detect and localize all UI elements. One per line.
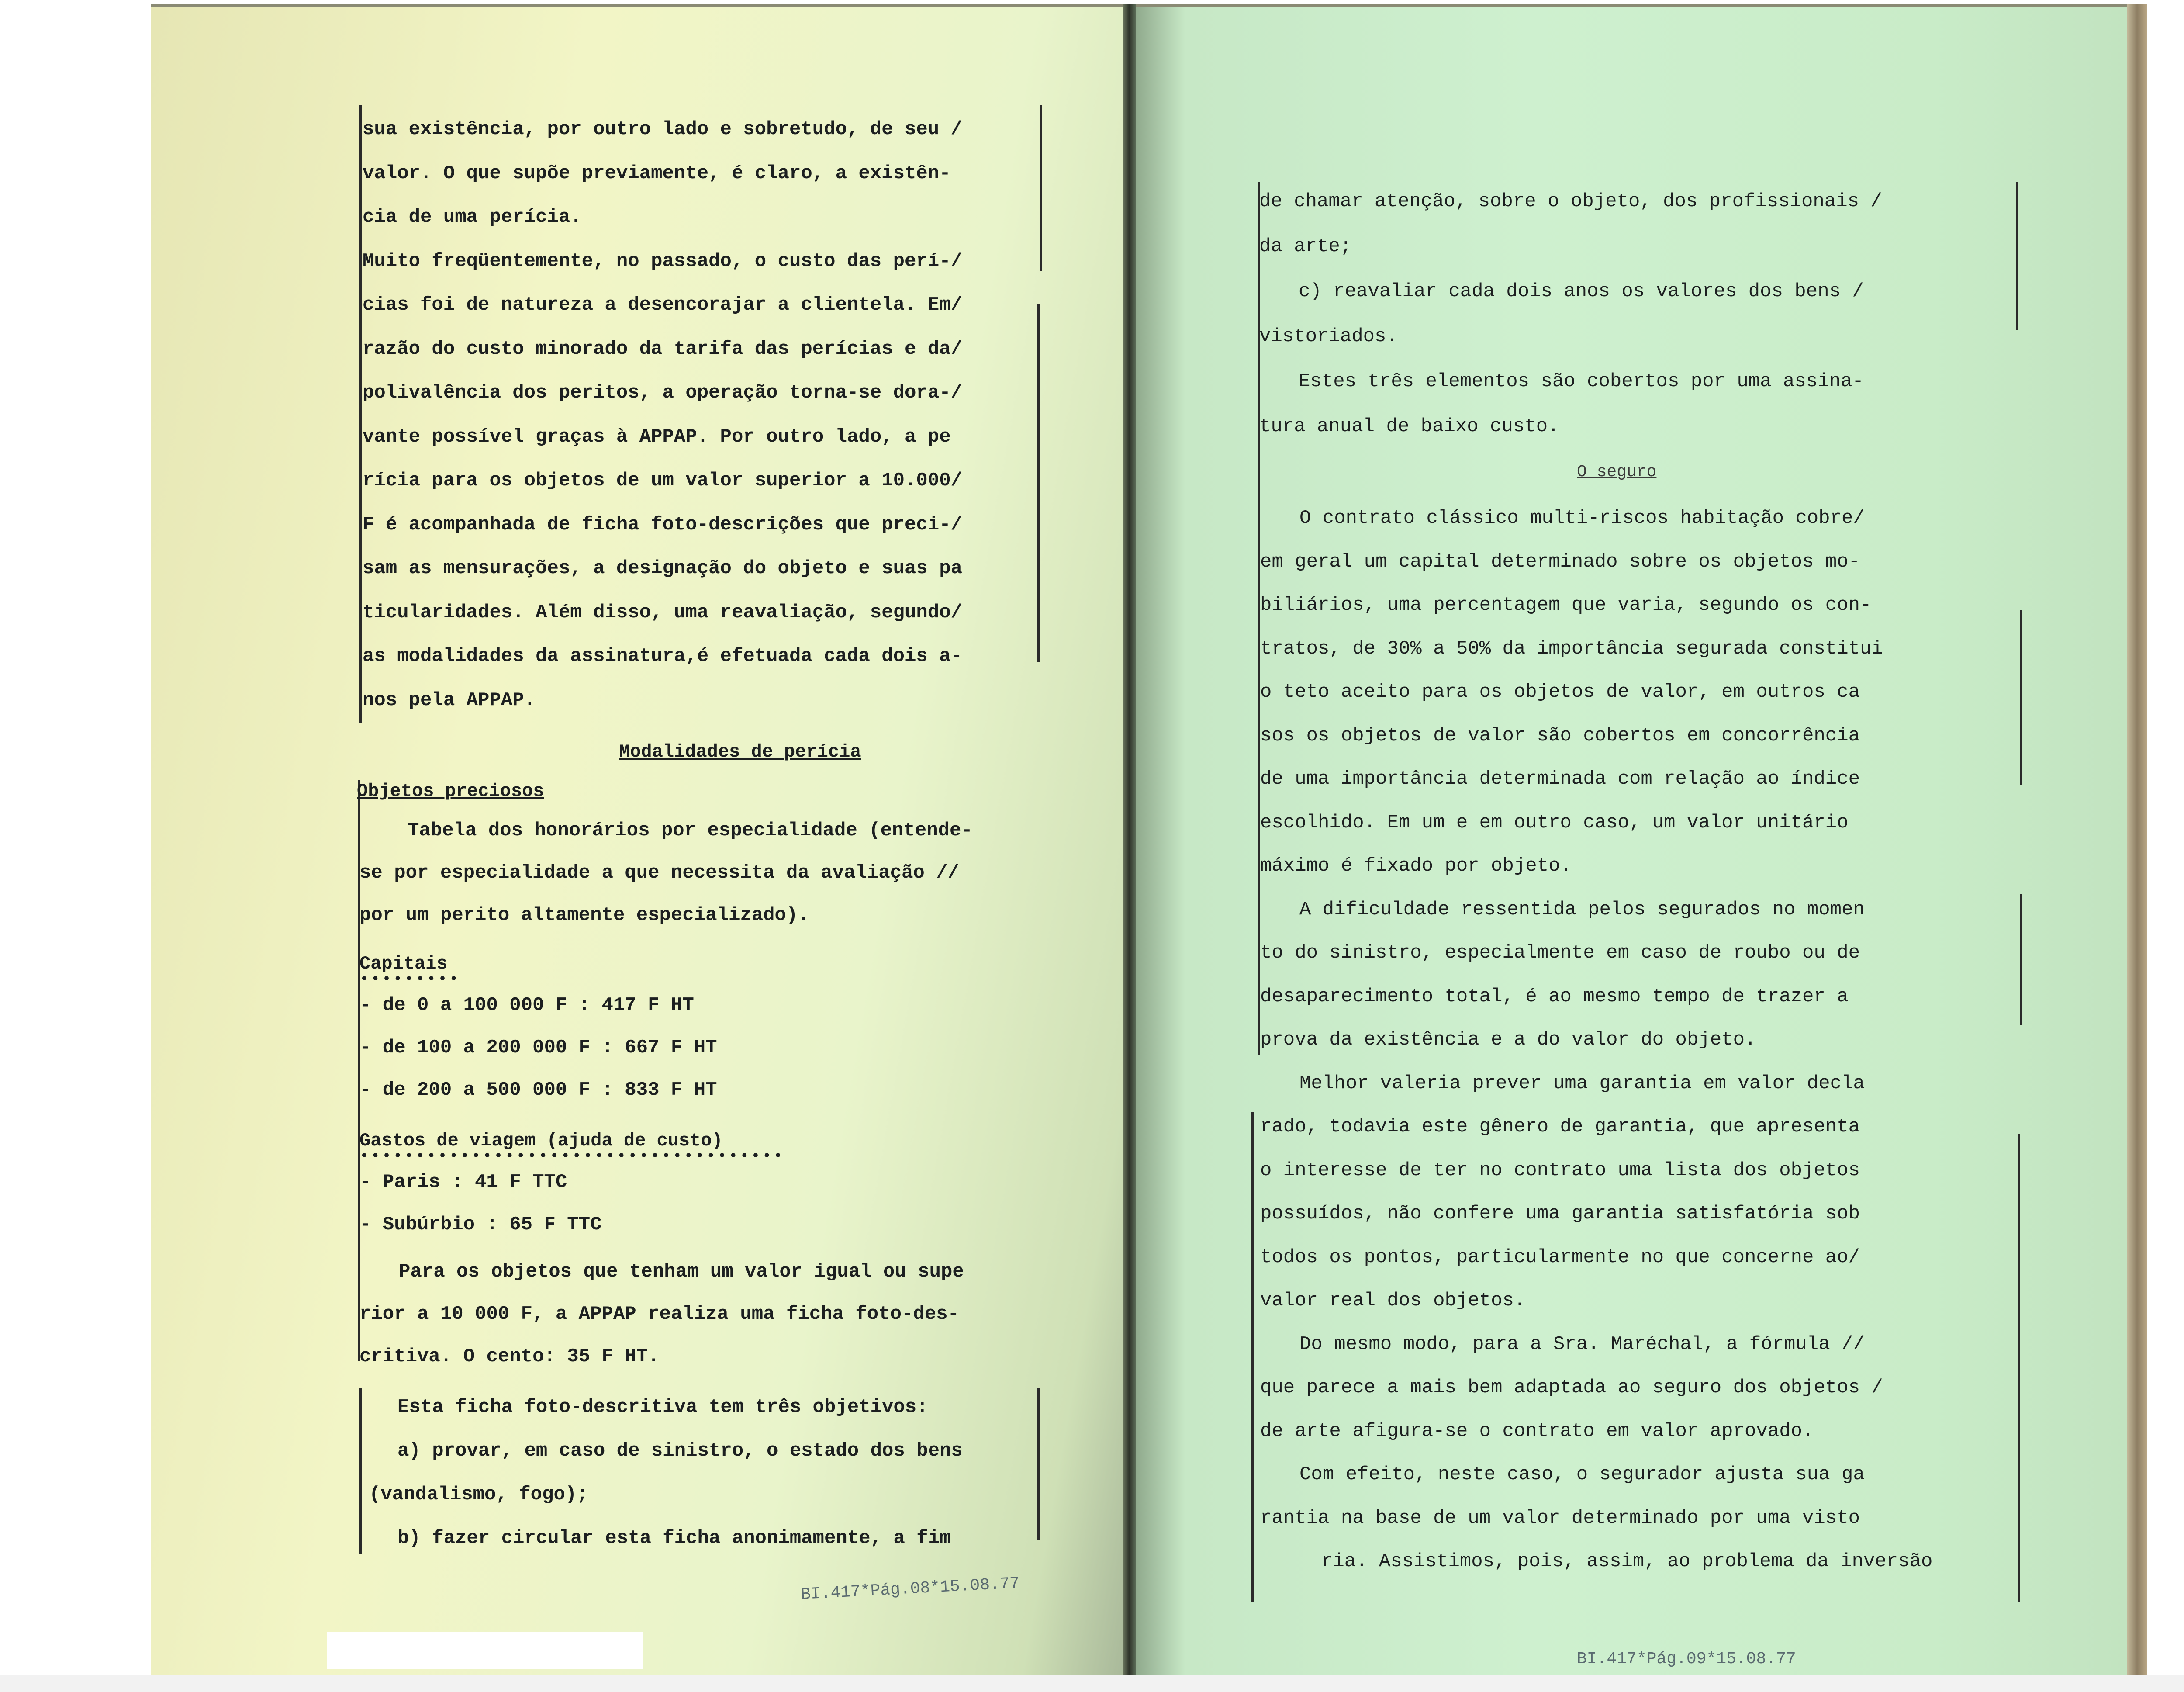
right-text-line: o interesse de ter no contrato uma lista dos objetos <box>1260 1159 1860 1181</box>
box-text-line: (vandalismo, fogo); <box>369 1484 588 1505</box>
margin-bar <box>359 105 362 723</box>
right-text-line: biliários, uma percentagem que varia, segundo os con- <box>1260 594 1872 616</box>
capitais-row: - de 200 a 500 000 F : 833 F HT <box>359 1079 717 1101</box>
left-text-line: ticularidades. Além disso, uma reavaliação, segundo/ <box>363 601 963 623</box>
box-bar-right <box>1037 1388 1040 1540</box>
right-text-line: de uma importância determinada com relação ao índice <box>1260 768 1860 790</box>
right-text-line: Melhor valeria prever uma garantia em valor decla <box>1299 1072 1865 1094</box>
margin-bar <box>1251 1112 1254 1602</box>
margin-bar <box>2018 1134 2020 1602</box>
left-text-line: por um perito altamente especializado). <box>359 904 809 926</box>
margin-bar <box>2020 894 2022 1025</box>
dotted-underline: ••••••••• <box>359 970 460 988</box>
capitais-row: - de 0 a 100 000 F : 417 F HT <box>359 994 694 1016</box>
book-gutter <box>1123 4 1136 1675</box>
left-text-line: as modalidades da assinatura,é efetuada cada dois a- <box>363 645 963 667</box>
page-footer: BI.417*Pág.08*15.08.77 <box>800 1574 1020 1605</box>
right-text-line: rantia na base de um valor determinado por uma visto <box>1260 1507 1860 1529</box>
gastos-row: - Subúrbio : 65 F TTC <box>359 1214 602 1235</box>
open-book <box>151 4 2147 1675</box>
left-text-line: razão do custo minorado da tarifa das perícias e da/ <box>363 338 963 360</box>
left-text-line: polivalência dos peritos, a operação torna-se dora-/ <box>363 382 963 404</box>
right-text-line: Estes três elementos são cobertos por uma assina- <box>1299 370 1864 392</box>
right-text-line: O contrato clássico multi-riscos habitação cobre/ <box>1299 507 1865 529</box>
left-text-line: F é acompanhada de ficha foto-descrições que preci-/ <box>363 513 963 536</box>
box-text-line: Esta ficha foto-descritiva tem três objetivos: <box>397 1396 928 1418</box>
dotted-underline: •••••••••••••••••••••••••••••••••••••• <box>359 1147 784 1165</box>
right-text-line: em geral um capital determinado sobre os objetos mo- <box>1260 550 1860 573</box>
right-text-line: máximo é fixado por objeto. <box>1260 855 1572 877</box>
left-text-line: valor. O que supõe previamente, é claro, a existên- <box>363 162 951 184</box>
right-text-line: vistoriados. <box>1259 325 1398 347</box>
book-edge <box>2127 4 2147 1675</box>
right-text-line: escolhido. Em um e em outro caso, um valor unitário <box>1260 811 1849 834</box>
left-text-line: rícia para os objetos de um valor superior a 10.000/ <box>363 470 963 491</box>
right-text-line: sos os objetos de valor são cobertos em concorrência <box>1260 724 1860 747</box>
right-text-line: ria. Assistimos, pois, assim, ao problema da inversão <box>1321 1550 1933 1572</box>
redaction-box <box>327 1632 643 1669</box>
left-page <box>151 4 1123 1678</box>
section-heading: O seguro <box>1577 463 1657 481</box>
left-text-line: vante possível graças à APPAP. Por outro lado, a pe <box>363 426 951 448</box>
left-text-line: Para os objetos que tenham um valor igual ou supe <box>399 1261 964 1283</box>
margin-bar <box>1040 105 1042 271</box>
right-text-line: todos os pontos, particularmente no que concerne ao/ <box>1260 1246 1860 1268</box>
box-text-line: b) fazer circular esta ficha anonimamente, a fim <box>397 1527 951 1549</box>
left-text-line: critiva. O cento: 35 F HT. <box>359 1346 660 1367</box>
right-text-line: prova da existência e a do valor do objeto. <box>1260 1029 1756 1051</box>
left-text-line: sua existência, por outro lado e sobretudo, de seu / <box>363 118 963 140</box>
right-text-line: c) reavaliar cada dois anos os valores dos bens / <box>1299 280 1864 302</box>
right-text-line: de chamar atenção, sobre o objeto, dos profissionais / <box>1259 190 1882 212</box>
scan-border <box>0 1675 2184 1692</box>
right-text-line: tura anual de baixo custo. <box>1259 415 1559 437</box>
right-text-line: da arte; <box>1259 235 1352 257</box>
gastos-row: - Paris : 41 F TTC <box>359 1171 567 1193</box>
left-text-line: Muito freqüentemente, no passado, o custo das perí-/ <box>363 250 963 272</box>
left-text-line: sam as mensurações, a designação do objeto e suas pa <box>363 557 963 579</box>
left-text-line: cias foi de natureza a desencorajar a clientela. Em/ <box>363 294 963 316</box>
right-text-line: Do mesmo modo, para a Sra. Maréchal, a fórmula // <box>1299 1333 1865 1355</box>
box-bar-left <box>359 1388 362 1554</box>
right-text-line: rado, todavia este gênero de garantia, que apresenta <box>1260 1116 1860 1138</box>
margin-bar <box>1037 304 1040 662</box>
margin-bar <box>1258 182 1260 1055</box>
left-text-line: rior a 10 000 F, a APPAP realiza uma ficha foto-des- <box>359 1303 960 1325</box>
capitais-row: - de 100 a 200 000 F : 667 F HT <box>359 1037 717 1059</box>
right-text-line: valor real dos objetos. <box>1260 1290 1526 1311</box>
left-text-line: nos pela APPAP. <box>363 689 536 711</box>
right-text-line: de arte afigura-se o contrato em valor aprovado. <box>1260 1420 1814 1442</box>
capitais-label: Capitais <box>359 953 448 974</box>
margin-bar <box>2020 610 2022 785</box>
section-heading: Modalidades de perícia <box>619 741 861 762</box>
right-text-line: tratos, de 30% a 50% da importância segurada constitui <box>1260 637 1883 660</box>
right-page <box>1136 4 2127 1678</box>
right-text-line: possuídos, não confere uma garantia satisfatória sob <box>1260 1203 1860 1225</box>
right-text-line: o teto aceito para os objetos de valor, em outros ca <box>1260 681 1860 703</box>
right-text-line: que parece a mais bem adaptada ao seguro dos objetos / <box>1260 1377 1883 1398</box>
margin-bar <box>2016 182 2018 330</box>
gastos-label: Gastos de viagem (ajuda de custo) <box>359 1130 723 1151</box>
left-text-line: cia de uma perícia. <box>363 206 582 228</box>
left-text-line: Tabela dos honorários por especialidade (entende- <box>408 820 973 841</box>
right-text-line: Com efeito, neste caso, o segurador ajusta sua ga <box>1299 1464 1865 1485</box>
right-text-line: desaparecimento total, é ao mesmo tempo de trazer a <box>1260 985 1849 1007</box>
section-subheading: Objetos preciosos <box>357 781 544 802</box>
page-footer: BI.417*Pág.09*15.08.77 <box>1577 1650 1796 1668</box>
right-text-line: A dificuldade ressentida pelos segurados no momen <box>1299 898 1865 920</box>
left-text-line: se por especialidade a que necessita da avaliação // <box>359 862 960 884</box>
right-text-line: to do sinistro, especialmente em caso de roubo ou de <box>1260 942 1860 964</box>
box-text-line: a) provar, em caso de sinistro, o estado dos bens <box>397 1440 963 1462</box>
